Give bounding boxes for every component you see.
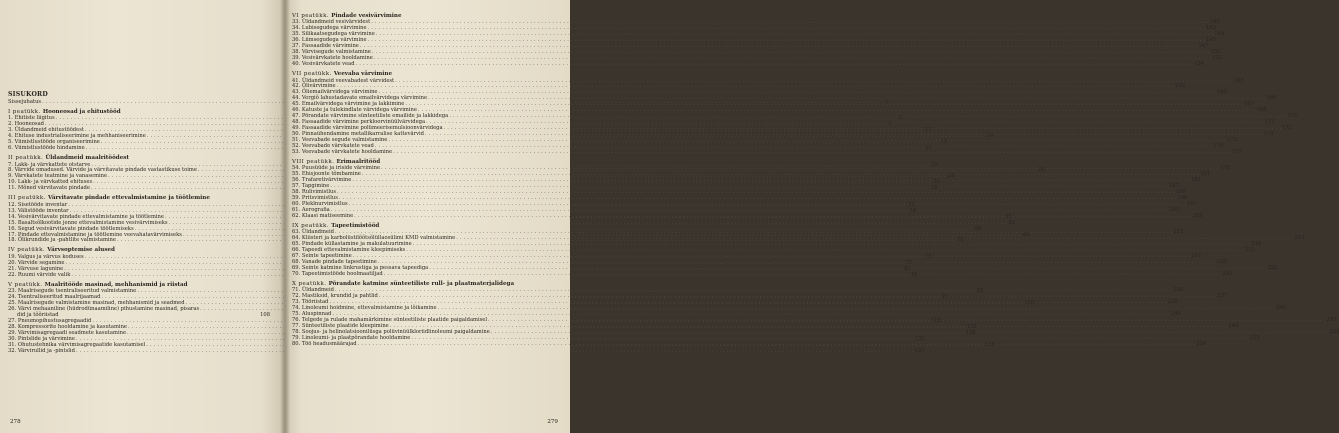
chapter-title: Tapeetimistööd <box>331 222 380 229</box>
toc-entry-page: 11 <box>924 127 932 134</box>
toc-entry-title: 79. Linoleumi- ja plaatpõrandate hooldamine <box>292 335 411 342</box>
toc-entry-page: 155 <box>1233 77 1244 84</box>
toc-entry-title: 57. Tapgimine <box>292 183 330 190</box>
toc-entry-page: 170 <box>1287 113 1298 120</box>
toc-entry-page: 70 <box>956 237 964 244</box>
toc-entry-title: 8. Värvide omadused. Värvide ja värvitavate pindade vastastikuse toime <box>8 167 197 174</box>
toc-entry-title: 43. Õliemailvärvidega värvimine <box>292 89 378 96</box>
toc-entry-title: 15. Basaltsõlkootide jenne ettevalmistamine vesivärvimiseks <box>8 219 168 226</box>
toc-entry-title: 75. Aluspinnad <box>292 311 332 318</box>
toc-entry-page: 142 <box>1209 19 1220 26</box>
toc-entry-page: 5 <box>898 115 903 122</box>
toc-entry-title: 30. Pintslide ja värvimine <box>8 335 75 342</box>
chapter-label: I peatükk. <box>8 108 41 115</box>
toc-entry-page: 97 <box>941 294 948 301</box>
toc-entry-page: 128 <box>966 323 977 330</box>
toc-entry-title: 69. Seinte katmine linkrustiga ja pessava tapeediga <box>292 265 429 272</box>
toc-entry-page: 152 <box>1210 49 1221 56</box>
toc-entry-page: 212 <box>1294 235 1305 242</box>
chapter-title: Värvitavate pindade ettevalmistamine ja töötlemine <box>48 195 210 202</box>
toc-entry-page: 154 <box>1194 61 1205 68</box>
chapter-label: III peatükk. <box>8 195 46 202</box>
toc-entry-title: 55. Ehisjoonte tõmbamine <box>292 171 361 178</box>
toc-entry <box>8 347 925 355</box>
page-number-left: 278 <box>10 419 21 425</box>
toc-entry-title: 6. Viimistlustööde hindamine <box>8 145 85 152</box>
toc-entry-page: 137 <box>914 347 925 354</box>
toc-entry-title: 46. Katuste ja tulekindlate värvidega värvimine <box>292 107 417 114</box>
toc-entry-page: 116 <box>930 317 941 324</box>
toc-entry-page: 244 <box>1170 311 1181 318</box>
toc-entry-title: 11. Mõned värvitavate pindade <box>8 185 90 192</box>
toc-entry-page: 182 <box>1190 177 1201 184</box>
toc-entry-title: 65. Pindade küllastamine ja makulatuurimine <box>292 241 412 248</box>
chapter-title: Veevaba värvimine <box>333 71 393 78</box>
toc-entry-page: 247 <box>1326 317 1337 324</box>
toc-entry-title: 36. Liimsegudega värvimine <box>292 37 367 44</box>
toc-entry-title: 61. Aerografia <box>292 207 330 214</box>
toc-entry-page: 190 <box>1175 189 1186 196</box>
toc-entry-page: 108 <box>260 311 270 318</box>
toc-entry-title: 5. Viimistlustööde organiseerimine <box>8 139 100 146</box>
toc-entry-page: 34 <box>909 207 917 214</box>
toc-entry-page: 237 <box>1217 293 1228 300</box>
toc-entry-page: 211 <box>1173 229 1184 236</box>
toc-entry-page: 95 <box>977 288 984 295</box>
book-gutter <box>280 0 290 433</box>
toc-entry-page: 178 <box>1219 165 1230 172</box>
chapter-title: Üldandmeid maalritöödest <box>45 155 130 162</box>
toc-entry-title: 35. Silikaatsegudega värvimine <box>292 31 375 38</box>
toc-entry-page: 249 <box>1228 323 1239 330</box>
toc-entry-title: 58. Rulivimistlus <box>292 189 337 196</box>
toc-entry-title: did ja tõõriistad <box>17 311 59 318</box>
toc-entry-title: 32. Värvirullid ja -pintslid <box>8 347 75 354</box>
toc-entry-page: 26 <box>948 173 955 180</box>
toc-entry-page: 220 <box>1216 259 1227 266</box>
toc-entry-page: 187 <box>1168 183 1179 190</box>
toc-entry-page: 35 <box>1004 213 1012 220</box>
chapter-label: X peatükk. <box>292 281 327 288</box>
toc-entry-title: 1. Ehitiste liigitus <box>8 115 55 122</box>
toc-entry-title: 52. Veevabade värvkatete vead <box>292 143 374 150</box>
toc-entry-page: 21 <box>925 145 933 152</box>
toc-entry-page: 217 <box>1191 253 1202 260</box>
toc-entry-title: 33. Üldandmeid vesivärvidest <box>292 19 371 26</box>
toc-entry-title: 62. Klaasi matiseemine <box>292 213 354 219</box>
toc-entry-page: 230 <box>1222 271 1233 278</box>
chapter-label: IV peatükk. <box>8 247 46 254</box>
toc-entry-title: 21. Värvuse lagunine <box>8 265 64 272</box>
toc-entry-title: 40. Vesivärvkatete vead <box>292 61 355 68</box>
toc-entry-title: 13. Välistööde inventar <box>8 207 69 214</box>
toc-entry-page: 222 <box>1267 265 1278 272</box>
toc-entry-page: 194 <box>1177 195 1188 202</box>
toc-entry-page: 167 <box>1243 101 1254 108</box>
toc-entry-title: 50. Pinnaühendamine metallikarralise kattevärvid <box>292 131 424 138</box>
toc-entry-title: 9. Värvkatete teatmine ja vanasemine <box>8 173 108 180</box>
toc-entry-page: 15 <box>940 139 948 146</box>
chapter-label: II peatükk. <box>8 155 44 162</box>
toc-entry-page: 174 <box>1263 131 1274 138</box>
toc-entry-page: 214 <box>1251 241 1262 248</box>
toc-entry-title: 74. Linoleumi hoidmine, ettevalmistamine ja lõikamine <box>292 305 437 312</box>
toc-entry-title: 47. Pörandate värvimine sünteetiliste emailide ja lakkidega <box>292 113 449 120</box>
toc-entry <box>292 61 1205 68</box>
toc-entry-page: 25 <box>931 161 938 168</box>
toc-entry-title: 16. Segud vesivärvitavate pindade töötlemiseks <box>8 225 134 232</box>
toc-entry-title: 59. Pritsvimistlus <box>292 195 338 202</box>
toc-entry-page: 175 <box>1226 137 1237 144</box>
toc-entry-title: 76. Telgede ja rulade mahamärkimine sünteetiliste plaatide paigaldamisel <box>292 317 488 324</box>
toc-entry-page: 255 <box>1249 335 1260 342</box>
toc-entry-title: 42. Õlivärvimine <box>292 83 336 90</box>
toc-entry-page: 28 <box>930 185 938 192</box>
toc-entry-title: 17. Pindade ettevalmistamine ja töötlemine veevahatavärvimiseks <box>8 231 182 238</box>
chapter-label: VII peatükk. <box>292 71 332 78</box>
toc-entry-title: 63. Üldandmeid <box>292 229 334 236</box>
toc-entry-page: 197 <box>1187 201 1198 208</box>
toc-entry-title: 25. Maalrisegude valmistamine masinad, mehhanismid ja seadmed <box>8 300 185 307</box>
toc-entry-title: 70. Tapeetimistööde hoolmaatiljad <box>292 271 383 278</box>
toc-entry-title: 80. Töö headusmäärajad <box>292 341 357 348</box>
toc-entry-title: 64. Kliisteri ja karbolüstilõõtsõlüllaosülimi KMD valmistamine <box>292 235 456 242</box>
toc-entry-title: 3. Üldandmeid ehitustöödest <box>8 127 84 134</box>
toc-entry-page: 145 <box>1206 37 1216 44</box>
toc-entry-page: 153 <box>1212 55 1223 62</box>
toc-entry-title: 12. Sisetööde inventar <box>8 201 68 208</box>
toc-entry-page: 58 <box>974 225 982 232</box>
toc-entry-title: 66. Tapeedi ettevalmistamine kleepimiseks <box>292 247 406 254</box>
toc-entry-page: 166 <box>1266 95 1277 102</box>
chapter-label: IX peatükk. <box>292 222 330 229</box>
toc-entry-title: 18. Õlikrundide ja -pahtlite valmistamine <box>8 237 116 244</box>
toc-entry-page: 143 <box>1206 25 1217 32</box>
chapter-label: VIII peatükk. <box>292 158 335 165</box>
toc-entry-page: 81 <box>904 265 911 272</box>
toc-entry-title: 37. Fassaadide värvimine <box>292 43 359 50</box>
toc-entry-title: 53. Veevabade värvkatete hooldamine <box>292 148 393 155</box>
toc-entry-page: 235 <box>1173 287 1184 294</box>
toc-entry-page: 14 <box>986 133 994 140</box>
toc-entry-page: 130 <box>965 329 976 336</box>
toc-entry-title: 23. Maalrisegude tsentraliseeritud valmistamine <box>8 288 137 295</box>
toc-entry-page: 177 <box>1231 148 1242 155</box>
toc-entry-title: 31. Ohutustehnika värvimisagregaatide kasutamisel <box>8 341 146 348</box>
chapter-title: Põrandate katmine sünteetiliste rull- ja plaatmaterjalidega <box>328 281 515 288</box>
toc-entry-title: 26. Värvi mehaaniline (hüdrodünaamiline) pihustamine masinad, pisaras <box>8 306 200 312</box>
toc-entry-page: 171 <box>1264 119 1275 126</box>
toc-entry-page: 181 <box>1200 171 1211 178</box>
toc-entry-title: 78. Soojus- ja helinolatsioonilüsga polüvinüülkloriidlinoleumi paigaldamine <box>292 329 490 336</box>
toc-entry-title: 14. Vesivärvitavate pindade ettevalmistamine ja töötlemine <box>8 213 164 220</box>
chapter-label: VI peatükk. <box>292 13 330 19</box>
toc-entry-page: 100 <box>1024 300 1035 307</box>
toc-entry-page: 240 <box>1276 305 1287 312</box>
toc-entry-page: 253 <box>1329 329 1339 336</box>
toc-entry-title: 4. Ehituse industrialiseerimine ja mehhaniseerimine <box>8 133 146 140</box>
toc-entry-page: 176 <box>1213 143 1224 150</box>
toc-entry-title: 22. Ruumi värvide valik <box>8 271 71 278</box>
toc-intro-page: 3 <box>885 98 889 105</box>
page-number-right: 279 <box>547 419 558 425</box>
toc-entry-page: 209 <box>1192 213 1203 219</box>
toc-entry-page: 168 <box>1256 107 1267 114</box>
toc-entry-page: 55 <box>1008 219 1016 226</box>
toc-entry-title: 49. Fassaadide värvimine polümeerisemulsioonvärvidega <box>292 125 443 132</box>
chapter-title: Värvsoptemise alused <box>47 247 115 254</box>
toc-entry-page: 147 <box>1198 43 1209 50</box>
toc-intro-title: Sissejuhatus <box>8 98 42 105</box>
toc-entry-page: 172 <box>1282 125 1293 132</box>
toc-entry-title: 34. Lubisegudega värvimine <box>292 25 367 32</box>
toc-entry-page: 73 <box>924 253 932 260</box>
toc-entry-title: 56. Trafaretivärvimine <box>292 177 352 184</box>
toc-entry-title: 38. Värvisegude valmistamine <box>292 49 371 56</box>
toc-entry-title: 41. Üldandmeid veevabadest värvidest <box>292 77 395 84</box>
toc-entry-page: 162 <box>1175 83 1186 90</box>
toc-entry-title: 10. Lakk- ja värvkatted ehituses <box>8 179 93 186</box>
toc-entry-title: 28. Kompressorite hooldamine ja kasutamine <box>8 323 127 330</box>
chapter-title: Hooneosad ja ehitustööd <box>42 108 121 115</box>
toc-entry-title: 39. Vesivärvkatete hooldamine <box>292 55 373 62</box>
toc-entry-title: 68. Vanade pindade tapeetimine <box>292 259 377 266</box>
toc-entry-page: 136 <box>984 341 995 348</box>
toc-entry-page: 5 <box>888 121 892 128</box>
toc-entry-title: 19. Valgus ja värvus koduses <box>8 253 84 260</box>
chapter-title: Pindade vesivärvimine <box>331 13 402 19</box>
toc-entry-page: 84 <box>911 271 918 278</box>
toc-entry-page: 238 <box>1167 299 1178 306</box>
toc-entry-title: 72. Mastiksid, krundid ja pahtlid <box>292 293 378 300</box>
toc-entry-title: 48. Fassaadide värvimine perkloorvinüülvärvidega <box>292 119 426 126</box>
toc-entry-title: 20. Värvide segamine <box>8 259 65 266</box>
toc-entry-title: 29. Värvimisagregaadi seadmete kasutamine <box>8 329 127 336</box>
toc-entry-page: 60 <box>1022 231 1030 238</box>
toc-entry-title: 51. Veevabade segude valmistamine <box>292 137 388 144</box>
toc-entry-title: 73. Tööriistad <box>292 299 329 306</box>
toc-entry-page: 79 <box>905 259 913 266</box>
toc-entry-title: 71. Üldandmeid <box>292 287 334 294</box>
toc-entry-title: 45. Emailvärvidega värvimine ja lakkimine <box>292 101 405 108</box>
toc-entry-title: 7. Lakk- ja värvkattete otstarve <box>8 161 91 168</box>
toc-entry-title: 27. Pneumopihustusagregaadid <box>8 317 92 324</box>
toc-entry-title: 67. Seinte tapeetimine <box>292 253 352 260</box>
chapter-title: Erimaalritööd <box>336 158 381 165</box>
toc-entry-page: 205 <box>1169 207 1180 214</box>
toc-entry-page: 215 <box>1244 247 1255 254</box>
toc-entry-title: 24. Tsentraliseeritud maalrijaamad <box>8 294 101 301</box>
toc-entry-page: 131 <box>914 335 925 342</box>
toc-entry-page: 28 <box>933 179 940 186</box>
toc-entry-title: 77. Sünteetiliste plaatide kleepimine <box>292 323 389 330</box>
toc-entry-page: 26 <box>1037 167 1045 174</box>
toc-title: SISUKORD <box>8 91 48 98</box>
toc-entry-page: 256 <box>1196 341 1207 348</box>
chapter-label: V peatükk. <box>8 281 43 288</box>
toc-entry-page: 31 <box>908 201 915 208</box>
toc-entry-title: 2. Hooneosad <box>8 121 44 128</box>
toc-entry-title: 44. Vergiõ lahustadavate emailvärvidega värvimine <box>292 95 428 102</box>
toc-entry-page: 144 <box>1214 31 1225 38</box>
toc-entry-title: 54. Puusüüde ja iriside värvimine <box>292 165 381 172</box>
toc-entry-page: 163 <box>1217 89 1227 96</box>
toc-entry-title: 60. Pleklnurvimistlus <box>292 201 348 208</box>
chapter-title: Maalritööde masinad, mehhanismid ja riistad <box>44 281 188 288</box>
